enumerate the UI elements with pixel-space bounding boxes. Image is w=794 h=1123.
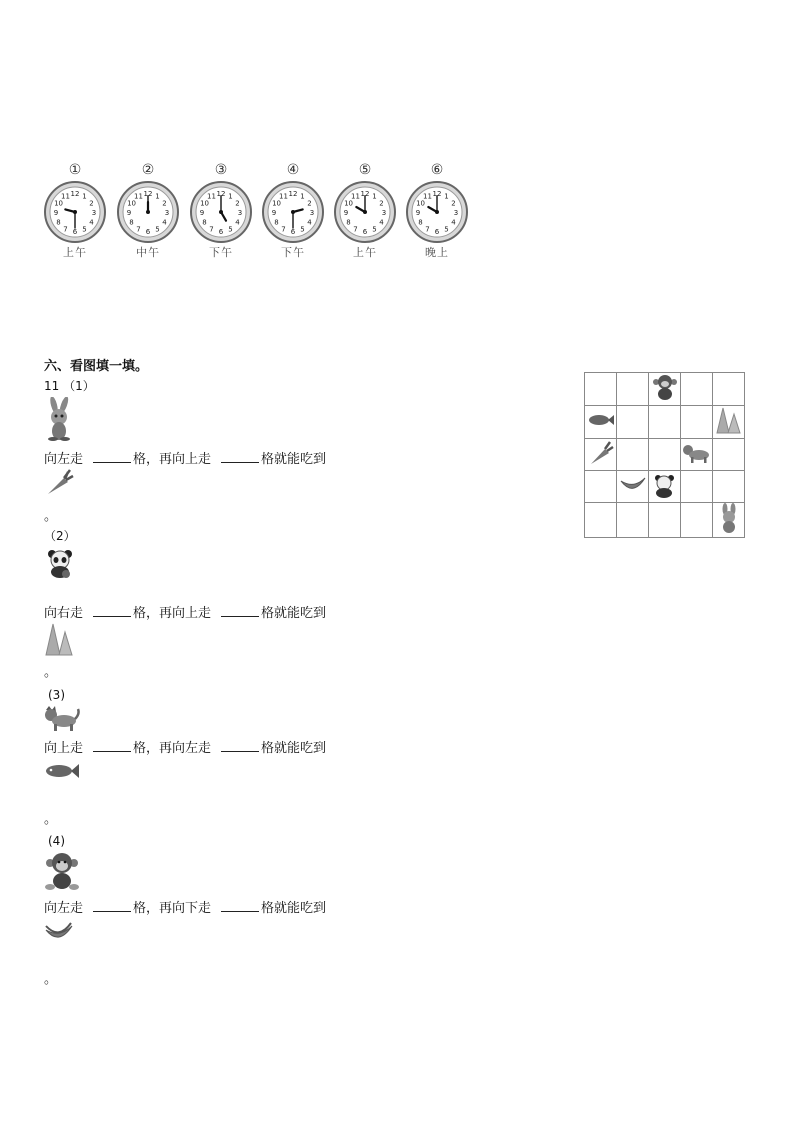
dial-number: 2 (162, 199, 167, 208)
grid-cell (649, 503, 681, 538)
clock-face-icon (261, 180, 325, 244)
grid-cell (617, 439, 649, 471)
q2-blank-2[interactable] (221, 604, 259, 617)
q1-blank-2[interactable] (221, 450, 259, 463)
dial-number: 6 (362, 228, 368, 236)
bamboo-shoot-icon (44, 622, 74, 656)
dial-number: 2 (307, 199, 312, 208)
dial-number: 10 (127, 199, 137, 208)
clock-2 (116, 162, 180, 262)
dial-number: 11 (61, 192, 70, 201)
monkey-icon (44, 851, 80, 891)
clock-4 (261, 162, 325, 262)
q2-text-a: 向右走 (44, 606, 84, 621)
q4-blank-2[interactable] (221, 899, 259, 912)
dial-number: 6 (72, 228, 78, 236)
grid-cell (585, 503, 617, 538)
dial-number: 5 (82, 225, 87, 234)
q1-text-b: 格，再向上走 (133, 452, 212, 467)
dial-number: 5 (300, 225, 305, 234)
dial-number: 12 (216, 190, 226, 198)
q2-text-b: 格，再向上走 (133, 606, 212, 621)
dial-number: 12 (143, 190, 153, 198)
grid-cell (585, 373, 617, 406)
dial-number: 10 (344, 199, 354, 208)
grid-cell (617, 406, 649, 439)
cat-icon (44, 706, 80, 732)
dial-number: 11 (207, 192, 216, 201)
dial-number: 4 (307, 218, 312, 227)
q4-text-a: 向左走 (44, 901, 84, 916)
dial-number: 7 (281, 225, 286, 234)
q2-text-c: 格就能吃到 (261, 606, 327, 621)
dial-number: 7 (353, 225, 358, 234)
grid-cell (617, 503, 649, 538)
q1-end: 。 (44, 509, 58, 524)
grid-cell (713, 406, 745, 439)
dial-number: 1 (82, 192, 87, 201)
dial-number: 3 (453, 209, 459, 217)
dial-number: 3 (381, 209, 387, 217)
grid-cell (617, 373, 649, 406)
dial-number: 9 (126, 209, 132, 217)
dial-number: 5 (444, 225, 449, 234)
clock-face-icon (116, 180, 180, 244)
grid-cell (649, 406, 681, 439)
dial-number: 1 (300, 192, 305, 201)
dial-number: 10 (416, 199, 426, 208)
dial-number: 12 (70, 190, 80, 198)
clock-number: ⑥ (430, 162, 444, 178)
dial-number: 1 (228, 192, 233, 201)
clock-caption: 中午 (136, 246, 160, 259)
dial-number: 10 (200, 199, 210, 208)
fish-icon (588, 413, 614, 427)
panda-icon (651, 472, 679, 498)
dial-number: 7 (425, 225, 430, 234)
dial-number: 8 (129, 218, 134, 227)
grid-cell (681, 439, 713, 471)
dial-number: 3 (309, 209, 315, 217)
dial-number: 8 (202, 218, 207, 227)
dial-number: 5 (155, 225, 160, 234)
q3-blank-1[interactable] (93, 739, 131, 752)
dial-number: 7 (63, 225, 68, 234)
q3-label: (3) (48, 688, 65, 702)
dial-number: 2 (235, 199, 240, 208)
grid-cell (713, 439, 745, 471)
grid-cell (585, 439, 617, 471)
dial-number: 12 (288, 190, 298, 198)
q3-end: 。 (44, 812, 58, 827)
dial-number: 1 (372, 192, 377, 201)
dial-number: 1 (444, 192, 449, 201)
dial-number: 9 (199, 209, 205, 217)
dial-number: 5 (372, 225, 377, 234)
dial-number: 10 (272, 199, 282, 208)
grid-cell (681, 471, 713, 503)
clock-face-icon (189, 180, 253, 244)
q4-blank-1[interactable] (93, 899, 131, 912)
fish-icon (44, 762, 80, 780)
dial-number: 7 (136, 225, 141, 234)
rabbit-icon (717, 503, 741, 533)
dial-number: 1 (155, 192, 160, 201)
q4-line (44, 897, 326, 916)
dial-number: 11 (279, 192, 288, 201)
cat-icon (682, 442, 712, 464)
bamboo-shoot-icon (716, 406, 742, 434)
dial-number: 11 (351, 192, 360, 201)
dial-number: 8 (56, 218, 61, 227)
monkey-icon (652, 373, 678, 401)
q3-blank-2[interactable] (221, 739, 259, 752)
dial-number: 2 (379, 199, 384, 208)
q3-line (44, 737, 326, 756)
dial-number: 9 (415, 209, 421, 217)
dial-number: 6 (434, 228, 440, 236)
q3-text-c: 格就能吃到 (261, 741, 327, 756)
dial-number: 2 (451, 199, 456, 208)
dial-number: 9 (271, 209, 277, 217)
grid-cell (681, 503, 713, 538)
dial-number: 11 (423, 192, 432, 201)
dial-number: 4 (451, 218, 456, 227)
grid-cell (649, 439, 681, 471)
dial-number: 7 (209, 225, 214, 234)
grid-cell (713, 373, 745, 406)
dial-number: 8 (274, 218, 279, 227)
clock-face-icon (43, 180, 107, 244)
clock-face-icon (333, 180, 397, 244)
panda-icon (44, 547, 78, 579)
grid-cell (585, 406, 617, 439)
banana-icon (619, 475, 647, 495)
grid-cell (649, 373, 681, 406)
q1-blank-1[interactable] (93, 450, 131, 463)
dial-number: 5 (228, 225, 233, 234)
clock-number: ④ (286, 162, 300, 178)
dial-number: 8 (346, 218, 351, 227)
map-grid (584, 372, 745, 538)
q1-text-a: 向左走 (44, 452, 84, 467)
clock-3 (189, 162, 253, 262)
carrot-icon (588, 440, 614, 466)
grid-cell (617, 471, 649, 503)
dial-number: 6 (290, 228, 296, 236)
dial-number: 3 (91, 209, 97, 217)
dial-number: 11 (134, 192, 143, 201)
clock-face-icon (405, 180, 469, 244)
dial-number: 9 (53, 209, 59, 217)
grid-cell (713, 471, 745, 503)
dial-number: 2 (89, 199, 94, 208)
dial-number: 3 (237, 209, 243, 217)
grid-cell (681, 373, 713, 406)
dial-number: 12 (432, 190, 442, 198)
clock-5 (333, 162, 397, 262)
clock-1 (43, 162, 107, 262)
q3-text-a: 向上走 (44, 741, 84, 756)
dial-number: 4 (379, 218, 384, 227)
q4-text-c: 格就能吃到 (261, 901, 327, 916)
carrot-icon (44, 468, 74, 496)
dial-number: 6 (218, 228, 224, 236)
clock-caption: 晚上 (425, 246, 449, 259)
clock-number: ③ (214, 162, 228, 178)
dial-number: 4 (89, 218, 94, 227)
q2-end: 。 (44, 665, 58, 680)
clock-6 (405, 162, 469, 262)
q1-line (44, 448, 326, 467)
grid-cell (713, 503, 745, 538)
question-number: 11 （1） (44, 379, 95, 393)
q4-text-b: 格，再向下走 (133, 901, 212, 916)
section-title: 六、看图填一填。 (44, 359, 149, 374)
dial-number: 9 (343, 209, 349, 217)
clock-number: ⑤ (358, 162, 372, 178)
q2-blank-1[interactable] (93, 604, 131, 617)
grid-cell (649, 471, 681, 503)
clock-caption: 下午 (209, 246, 233, 259)
q4-end: 。 (44, 972, 58, 987)
grid-cell (585, 471, 617, 503)
clock-caption: 上午 (353, 246, 377, 259)
banana-icon (44, 922, 74, 944)
q3-text-b: 格，再向左走 (133, 741, 212, 756)
rabbit-icon (44, 397, 74, 441)
q2-label: （2） (44, 529, 76, 543)
dial-number: 4 (235, 218, 240, 227)
dial-number: 10 (54, 199, 64, 208)
q1-text-c: 格就能吃到 (261, 452, 327, 467)
dial-number: 6 (145, 228, 151, 236)
q4-label: (4) (48, 834, 65, 848)
grid-cell (681, 406, 713, 439)
clock-number: ② (141, 162, 155, 178)
dial-number: 4 (162, 218, 167, 227)
clock-caption: 上午 (63, 246, 87, 259)
dial-number: 12 (360, 190, 370, 198)
q2-line (44, 602, 326, 621)
dial-number: 3 (164, 209, 170, 217)
clock-number: ① (68, 162, 82, 178)
clock-caption: 下午 (281, 246, 305, 259)
dial-number: 8 (418, 218, 423, 227)
